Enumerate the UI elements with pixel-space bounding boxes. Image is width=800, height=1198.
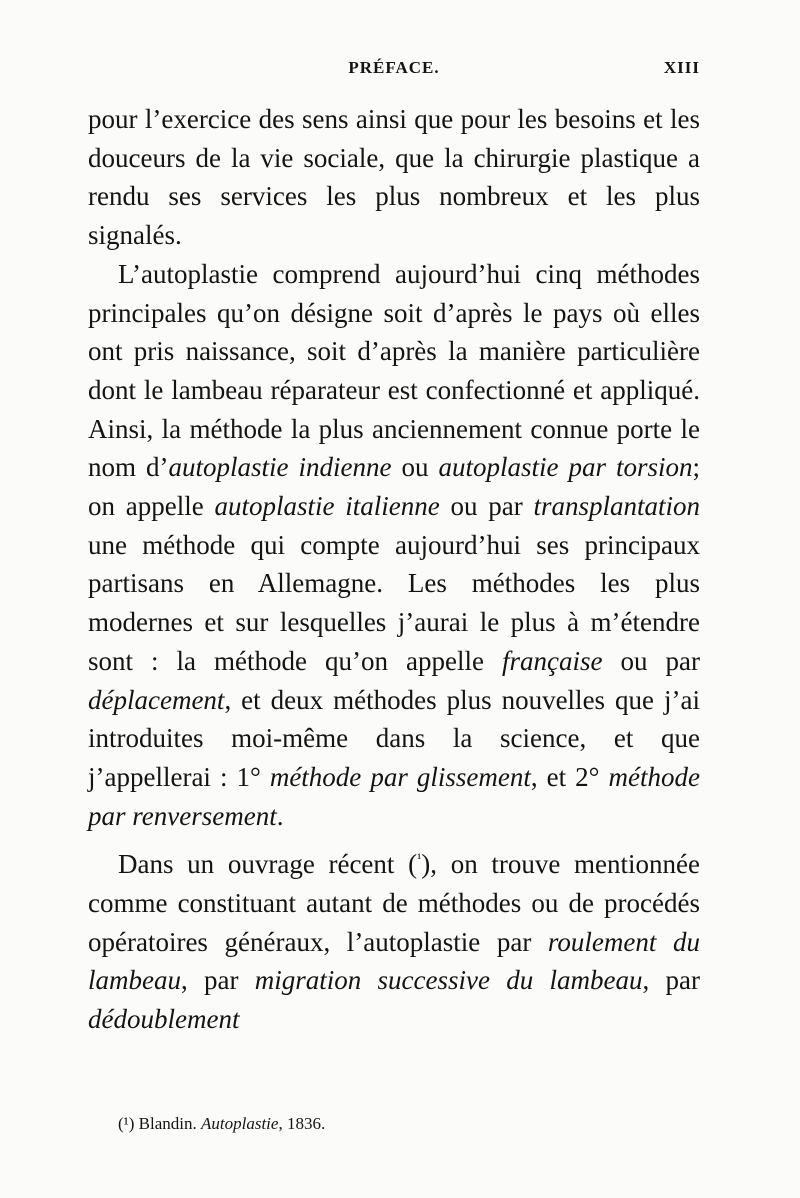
text-segment: , par (180, 965, 255, 996)
text-segment: , par (642, 965, 700, 996)
footnote-reference: ¹ (417, 852, 422, 868)
text-segment: , et 2° (530, 761, 609, 792)
italic-term: méthode par renversement (88, 761, 700, 831)
body-text (88, 100, 700, 1039)
italic-term: autoplastie italienne (214, 491, 440, 522)
paragraph-3 (88, 845, 700, 1039)
text-segment: . (276, 800, 284, 831)
text-segment: ; on appelle (88, 452, 701, 522)
text-segment: pour l’exercice des sens ainsi que pour les besoins et les douceurs de la vie sociale, que la chirurgie plastique a rendu ses services les plus nombreux et les plus signalés. (88, 104, 700, 251)
running-title: PRÉFACE. (348, 58, 440, 77)
paragraph-1 (88, 100, 700, 255)
footnote (118, 1112, 700, 1136)
page-header (88, 58, 700, 86)
footnote-title: Autoplastie (201, 1114, 279, 1133)
italic-term: migration successive du lambeau (254, 965, 643, 996)
text-segment: une méthode qui compte aujourd’hui ses principaux partisans en Allemagne. Les méthodes les plus modernes et sur lesquelles j’aurai le plus à m’étendre sont : la méthode qu’on appelle (88, 529, 700, 676)
italic-term: dédoublement (88, 1004, 240, 1035)
text-segment: ), on trouve mentionnée comme constituant autant de méthodes ou de procédés opératoires généraux, l’autoplastie par (88, 849, 700, 957)
italic-term: roulement du lambeau (88, 926, 700, 996)
italic-term: autoplastie indienne (168, 452, 392, 483)
italic-term: autoplastie par torsion (438, 452, 693, 483)
text-segment: ou par (439, 491, 534, 522)
footnote-author: Blandin. (138, 1114, 197, 1133)
paragraph-2 (88, 255, 700, 836)
italic-term: déplacement (88, 684, 225, 715)
italic-term: française (501, 645, 603, 676)
page-number: XIII (663, 58, 700, 77)
text-segment: ou (391, 452, 439, 483)
italic-term: méthode par glissement (269, 761, 531, 792)
footnote-marker: (¹) (118, 1114, 135, 1133)
italic-term: transplantation (533, 491, 700, 522)
text-segment: Dans un ouvrage récent ( (118, 849, 418, 880)
text-segment: ou par (602, 645, 700, 676)
text-segment: L’autoplastie comprend aujourd’hui cinq méthodes principales qu’on désigne soit d’après le pays où elles ont pris naissance, soit d’après la manière particulière dont le lambeau réparateur est confectionné et appliqué. Ainsi, la méthode la plus anciennement connue porte le nom d’ (88, 258, 700, 483)
text-segment: , et deux méthodes plus nouvelles que j’ai introduites moi-même dans la science, et que j’appellerai : 1° (88, 684, 700, 792)
footnote-year: , 1836. (278, 1114, 326, 1133)
